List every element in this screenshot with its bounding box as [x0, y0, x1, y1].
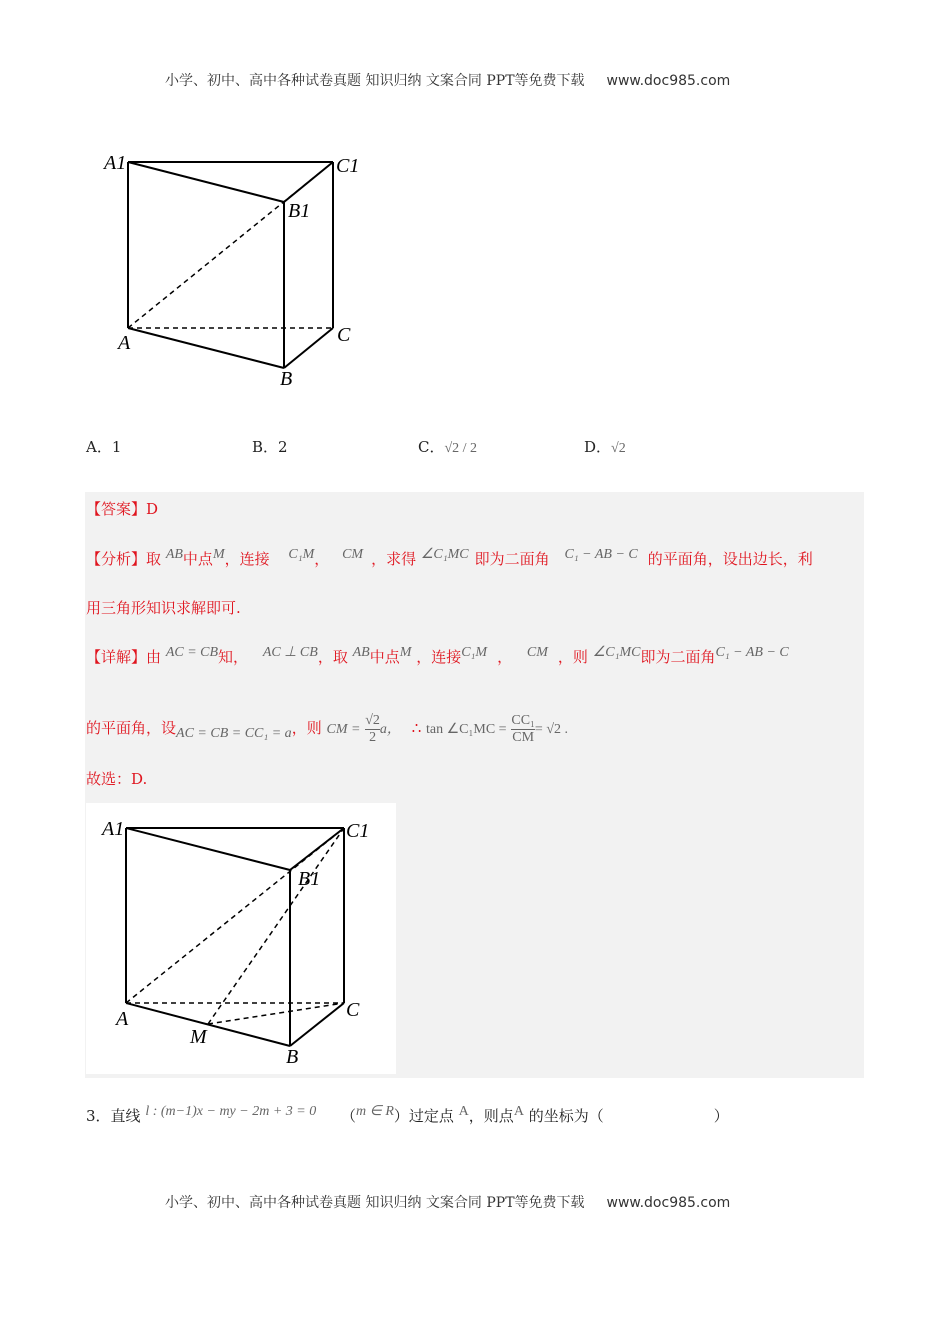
- detail-line: [86, 630, 789, 680]
- text-segment: B．: [252, 438, 279, 456]
- text-segment: A: [513, 1104, 524, 1119]
- text-segment: 由: [146, 648, 162, 666]
- text-segment: ）: [713, 1107, 729, 1125]
- analysis-line: [86, 532, 813, 582]
- text-segment: √2: [611, 441, 626, 456]
- text-segment: M: [399, 645, 412, 660]
- label-a1: A1: [104, 152, 127, 174]
- text-segment: AC = CB = CC₁ = a: [176, 726, 292, 741]
- text-segment: ，则: [291, 719, 322, 737]
- text-segment: m ∈ R: [356, 1104, 394, 1119]
- detail-line-2: [86, 708, 568, 754]
- text-segment: ∠C₁MC: [592, 645, 641, 660]
- text-segment: D: [146, 500, 159, 518]
- text-segment: AC = CB: [165, 645, 219, 660]
- text-segment: M: [212, 547, 225, 562]
- option-c[interactable]: [418, 436, 477, 457]
- text-segment: CC₁: [511, 712, 535, 728]
- text-segment: ，求得: [371, 550, 417, 568]
- label-c: C: [346, 999, 360, 1021]
- text-segment: C．: [418, 438, 445, 456]
- text-segment: ∴: [411, 719, 422, 737]
- text-segment: CM: [526, 645, 548, 660]
- text-segment: A: [458, 1104, 469, 1119]
- page-footer: [165, 1192, 730, 1212]
- label-b1: B1: [288, 200, 311, 222]
- text-segment: a，: [379, 722, 401, 737]
- text-segment: 的平面角，设出边长，利: [647, 550, 813, 568]
- label-a1: A1: [102, 818, 125, 840]
- text-segment: 2: [369, 729, 377, 745]
- text-segment: 中点: [182, 550, 213, 568]
- prism-figure-2: [86, 803, 396, 1074]
- option-b[interactable]: [252, 436, 288, 457]
- text-segment: 【分析】: [86, 550, 147, 568]
- label-a: A: [118, 332, 131, 354]
- answer-line: [86, 498, 158, 519]
- page-header: [165, 70, 730, 90]
- text-segment: ）过定点: [393, 1107, 454, 1125]
- label-b1: B1: [298, 868, 321, 890]
- text-segment: 即为二面角: [640, 648, 716, 666]
- label-c1: C1: [346, 820, 370, 842]
- text-segment: √2: [365, 712, 380, 728]
- text-segment: C₁M: [288, 547, 315, 562]
- text-segment: √2 / 2: [444, 441, 478, 456]
- text-segment: AC ⊥ CB: [262, 645, 318, 660]
- text-segment: ，: [497, 648, 513, 666]
- text-segment: ，则: [557, 648, 588, 666]
- text-segment: 【详解】: [86, 648, 147, 666]
- text-segment: 知，: [218, 648, 249, 666]
- text-segment: A．: [86, 438, 112, 456]
- option-a[interactable]: [86, 436, 121, 457]
- text-segment: 1: [111, 438, 122, 456]
- label-a: A: [116, 1008, 129, 1030]
- footer-url[interactable]: www.doc985.com: [606, 1195, 731, 1211]
- text-segment: （: [341, 1107, 357, 1125]
- text-segment: 的平面角，设: [86, 719, 177, 737]
- text-segment: 3．: [86, 1107, 111, 1125]
- prism-figure-1: [100, 145, 380, 395]
- header-url[interactable]: www.doc985.com: [606, 73, 731, 89]
- label-m: M: [190, 1026, 207, 1048]
- text-segment: tan ∠C₁MC =: [426, 722, 507, 737]
- text-segment: 取: [146, 550, 162, 568]
- header-text: 小学、初中、高中各种试卷真题 知识归纳 文案合同 PPT等免费下载: [165, 73, 585, 89]
- conclusion: 故选：D.: [86, 770, 148, 788]
- text-segment: AB: [165, 547, 183, 562]
- label-b: B: [286, 1046, 299, 1068]
- text-segment: 即为二面角: [474, 550, 550, 568]
- text-segment: 直线: [110, 1107, 141, 1125]
- text-segment: ，: [314, 550, 330, 568]
- text-segment: AB: [352, 645, 370, 660]
- label-b: B: [280, 368, 293, 390]
- option-d[interactable]: [584, 436, 626, 457]
- text-segment: 中点: [369, 648, 400, 666]
- text-segment: CM: [342, 547, 364, 562]
- text-segment: C₁M: [461, 645, 488, 660]
- text-segment: ，连接: [416, 648, 462, 666]
- text-segment: ，连接: [224, 550, 270, 568]
- text-segment: ∠C₁MC: [420, 547, 469, 562]
- text-segment: D．: [584, 438, 612, 456]
- label-c1: C1: [336, 155, 360, 177]
- text-segment: 【答案】: [86, 500, 147, 518]
- text-segment: CM: [512, 729, 535, 745]
- text-segment: 2: [278, 438, 288, 456]
- text-segment: l : (m−1)x − my − 2m + 3 = 0: [145, 1104, 317, 1119]
- text-segment: ，则点: [468, 1107, 514, 1125]
- question-3: [86, 1092, 729, 1136]
- text-segment: ，取: [317, 648, 348, 666]
- label-c: C: [337, 324, 351, 346]
- text-segment: C₁ − AB − C: [564, 547, 638, 562]
- text-segment: = √2 .: [534, 722, 569, 737]
- text-segment: 的坐标为（: [528, 1107, 604, 1125]
- text-segment: C₁ − AB − C: [715, 645, 789, 660]
- text-segment: CM =: [326, 722, 361, 737]
- footer-text: 小学、初中、高中各种试卷真题 知识归纳 文案合同 PPT等免费下载: [165, 1195, 585, 1211]
- analysis-line-2: 用三角形知识求解即可.: [86, 599, 241, 617]
